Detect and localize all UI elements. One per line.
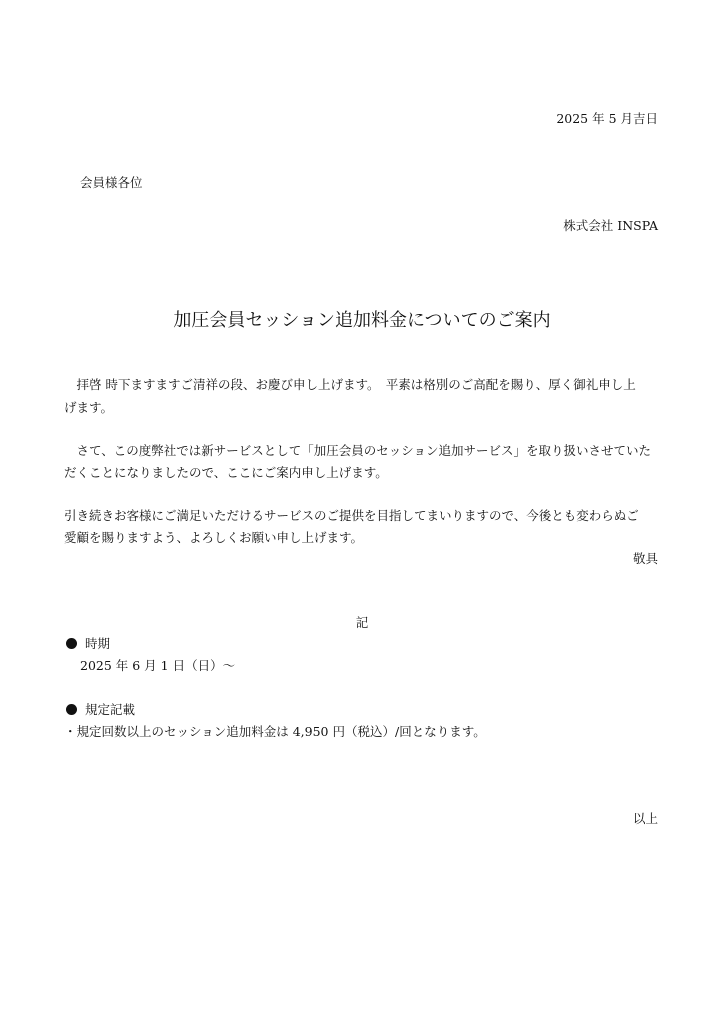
closing-keigu: 敬具 [632, 551, 658, 566]
date: 2025 年 5 月吉日 [556, 111, 658, 126]
bullet-icon [66, 704, 77, 715]
paragraph-2-line-2: だくことになりましたので、ここにご案内申し上げます。 [64, 465, 388, 480]
period-value: 2025 年 6 月 1 日（日）～ [80, 658, 236, 673]
sender: 株式会社 INSPA [563, 218, 658, 233]
ki-heading: 記 [355, 615, 369, 630]
recipient: 会員様各位 [80, 175, 143, 190]
page-title: 加圧会員セッション追加料金についてのご案内 [173, 310, 551, 331]
paragraph-1-line-2: げます。 [64, 400, 114, 415]
period-heading-label: 時期 [85, 636, 111, 651]
rule-value: ・規定回数以上のセッション追加料金は 4,950 円（税込）/回となります。 [64, 724, 486, 739]
paragraph-3-line-2: 愛顧を賜りますよう、よろしくお願い申し上げます。 [64, 530, 364, 545]
end-ijou: 以上 [632, 811, 658, 826]
paragraph-3-line-1: 引き続きお客様にご満足いただけるサービスのご提供を目指してまいりますので、今後とも変わらぬご [64, 508, 639, 523]
paragraph-1-line-1: 拝啓 時下ますますご清祥の段、お慶び申し上げます。 平素は格別のご高配を賜り、厚く御礼申し上 [64, 377, 636, 392]
rule-heading-label: 規定記載 [85, 702, 136, 717]
bullet-icon [66, 638, 77, 649]
period-heading [66, 633, 110, 655]
paragraph-2-line-1: さて、この度弊社では新サービスとして「加圧会員のセッション追加サービス」を取り扱いさせていた [64, 443, 652, 458]
rule-heading [66, 699, 135, 721]
